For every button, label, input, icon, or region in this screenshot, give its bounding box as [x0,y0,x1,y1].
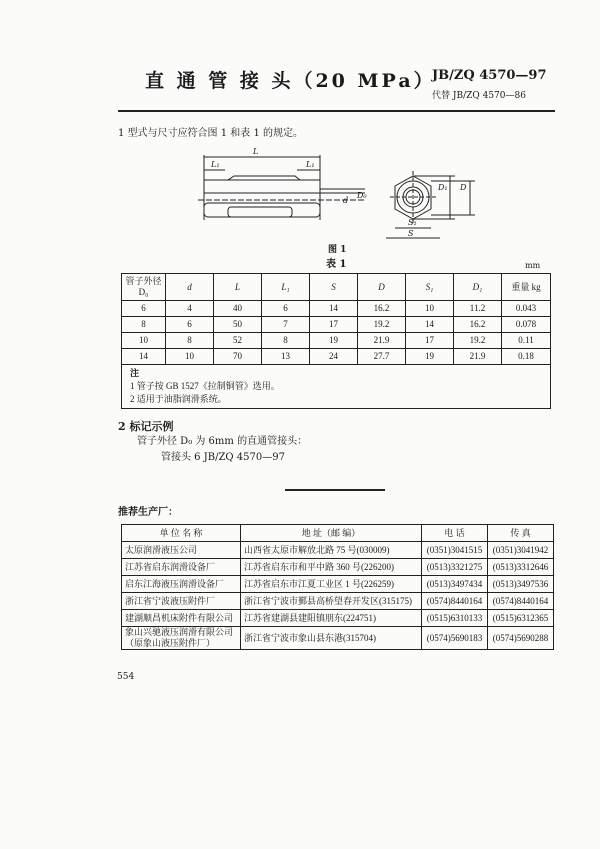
phone: (0515)6310133 [422,610,488,627]
label-L1-left: L₁ [211,160,220,169]
label-D0: D₀ [357,191,367,200]
table-cell: 19 [406,349,454,365]
address: 浙江省宁波市象山县东港(315704) [241,627,422,650]
table-cell: 0.11 [502,333,551,349]
manufacturers-heading: 推荐生产厂： [118,507,178,518]
header-cell: D₁ [454,274,502,301]
phone: (0351)3041515 [422,542,488,559]
section-2-heading: 2 标记示例 [118,420,174,433]
table-cell: 13 [262,349,310,365]
header-cell: 地 址（邮 编） [241,525,422,542]
notes-title: 注 [130,368,140,378]
fax: (0351)3041942 [488,542,554,559]
manufacturer-row [122,610,554,627]
manufacturer-row [122,593,554,610]
table-cell: 8 [166,333,214,349]
label-S: S [408,229,414,238]
company-name: 江苏省启东润滑设备厂 [122,559,241,576]
table-cell: 24 [310,349,358,365]
company-name: 启东江海液压润滑设备厂 [122,576,241,593]
label-D: D [460,183,467,192]
marking-example: 管接头 6 JB/ZQ 4570—97 [161,452,285,463]
notes-row [122,365,551,409]
page-title: 直 通 管 接 头（20 MPa） [145,70,436,92]
table-cell: 8 [122,317,166,333]
table-cell: 50 [214,317,262,333]
divider [285,489,385,491]
fax: (0574)8440164 [488,593,554,610]
table-header-row [122,525,554,542]
address: 山西省太原市解放北路 75 号(030009) [241,542,422,559]
label-D1: D₁ [438,183,448,192]
section-1-text: 1 型式与尺寸应符合图 1 和表 1 的规定。 [118,128,303,139]
company-name: 建湖顺昌机床附件有限公司 [122,610,241,627]
manufacturer-row [122,542,554,559]
table-cell: 16.2 [454,317,502,333]
manufacturer-row [122,576,554,593]
phone: (0574)5690183 [422,627,488,650]
table-cell: 0.043 [502,301,551,317]
label-L: L [253,147,259,156]
fax: (0513)3497536 [488,576,554,593]
manufacturer-row [122,559,554,576]
table-cell: 21.9 [358,333,406,349]
table-cell: 10 [122,333,166,349]
label-d: d [343,196,349,205]
header-cell: 重量 kg [502,274,551,301]
header-cell: d [166,274,214,301]
table-cell: 4 [166,301,214,317]
table-cell: 17 [406,333,454,349]
manufacturers-table [121,524,554,650]
table-cell: 14 [122,349,166,365]
phone: (0574)8440164 [422,593,488,610]
note-1: 1 管子按 GB 1527《拉制铜管》选用。 [130,381,280,391]
table-1 [121,273,551,409]
notes-cell [122,365,551,409]
table-cell: 10 [406,301,454,317]
table-cell: 6 [166,317,214,333]
company-name: 浙江省宁波液压附件厂 [122,593,241,610]
replaces-standard: 代替 JB/ZQ 4570—86 [432,91,526,101]
label-L1-right: L₁ [306,160,315,169]
table-cell: 14 [310,301,358,317]
header-cell: 单 位 名 称 [122,525,241,542]
table-cell: 0.18 [502,349,551,365]
company-name: 象山兴驰液压润滑有限公司（原象山液压附件厂） [122,627,241,650]
fax: (0574)5690288 [488,627,554,650]
table-cell: 6 [122,301,166,317]
table-cell: 19.2 [358,317,406,333]
table-cell: 8 [262,333,310,349]
table-cell: 11.2 [454,301,502,317]
header-cell: D [358,274,406,301]
fax: (0515)6312365 [488,610,554,627]
table-row [122,333,551,349]
table-1-unit: mm [525,261,541,270]
table-cell: 17 [310,317,358,333]
table-header-row [122,274,551,301]
figure-caption: 图 1 [328,245,347,255]
header-rule [118,110,555,112]
table-cell: 10 [166,349,214,365]
table-cell: 27.7 [358,349,406,365]
table-cell: 6 [262,301,310,317]
table-row [122,317,551,333]
table-cell: 16.2 [358,301,406,317]
note-2: 2 适用于油脂润滑系统。 [130,394,227,404]
table-1-caption: 表 1 [326,259,347,270]
company-name: 太原润滑液压公司 [122,542,241,559]
phone: (0513)3497434 [422,576,488,593]
table-cell: 14 [406,317,454,333]
label-S1: S₁ [408,218,417,227]
table-cell: 19.2 [454,333,502,349]
header-cell: L₁ [262,274,310,301]
header-cell: 传 真 [488,525,554,542]
table-row [122,349,551,365]
address: 江苏省启东市江夏工业区 1 号(226259) [241,576,422,593]
header-cell: 电 话 [422,525,488,542]
address: 浙江省宁波市鄞县高桥望春开发区(315175) [241,593,422,610]
table-cell: 7 [262,317,310,333]
table-row [122,301,551,317]
table-cell: 21.9 [454,349,502,365]
header-cell: 管子外径 D₀ [122,274,166,301]
manufacturer-row [122,627,554,650]
table-cell: 0.078 [502,317,551,333]
phone: (0513)3321275 [422,559,488,576]
header-cell: S [310,274,358,301]
marking-description: 管子外径 D₀ 为 6mm 的直通管接头： [137,436,308,447]
header-cell: L [214,274,262,301]
table-cell: 52 [214,333,262,349]
table-cell: 40 [214,301,262,317]
figure-1-drawing [190,145,480,240]
fax: (0513)3312646 [488,559,554,576]
page-number: 554 [117,672,135,682]
address: 江苏省启东市和平中路 360 号(226200) [241,559,422,576]
table-cell: 70 [214,349,262,365]
standard-number: JB/ZQ 4570—97 [432,68,547,83]
header-cell: S₁ [406,274,454,301]
table-cell: 19 [310,333,358,349]
address: 江苏省建湖县建阳镇朋东(224751) [241,610,422,627]
